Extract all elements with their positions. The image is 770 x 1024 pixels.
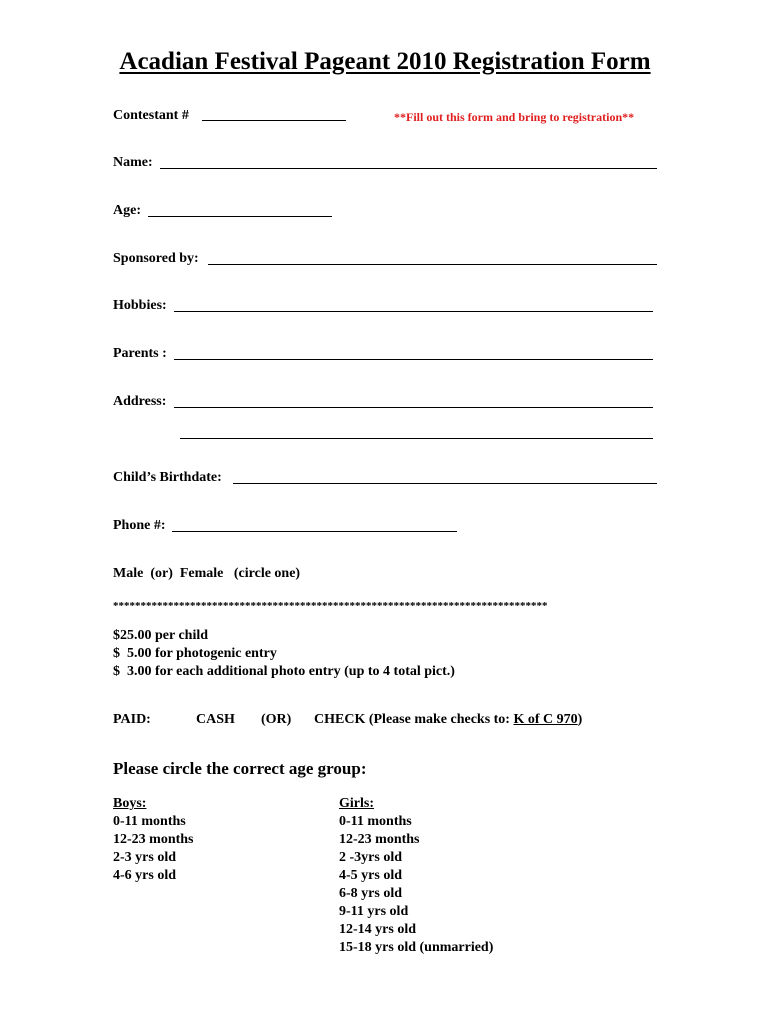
parents-field[interactable] bbox=[174, 359, 653, 360]
sponsored-by-field[interactable] bbox=[208, 264, 657, 265]
birthdate-label: Child’s Birthdate: bbox=[113, 470, 222, 485]
check-close: ) bbox=[577, 712, 583, 727]
payment-or-text: (OR) bbox=[261, 712, 292, 727]
paid-label: PAID: bbox=[113, 712, 151, 727]
age-field[interactable] bbox=[148, 216, 332, 217]
age-label: Age: bbox=[113, 203, 141, 218]
girls-age-option[interactable]: 4-5 yrs old bbox=[339, 868, 402, 883]
girls-age-option[interactable]: 0-11 months bbox=[339, 814, 412, 829]
parents-label: Parents : bbox=[113, 346, 167, 361]
fee-per-child: $25.00 per child bbox=[113, 628, 209, 643]
girls-age-option[interactable]: 15-18 yrs old (unmarried) bbox=[339, 940, 494, 955]
girls-heading: Girls: bbox=[339, 796, 374, 811]
address-label: Address: bbox=[113, 394, 167, 409]
contestant-number-field[interactable] bbox=[202, 120, 346, 121]
instruction-note: **Fill out this form and bring to registration** bbox=[394, 110, 635, 124]
age-group-heading: Please circle the correct age group: bbox=[113, 759, 367, 778]
girls-age-option[interactable]: 12-14 yrs old bbox=[339, 922, 416, 937]
fee-photogenic: $ 5.00 for photogenic entry bbox=[113, 646, 277, 661]
check-payee: K of C 970 bbox=[513, 712, 578, 727]
girls-age-option[interactable]: 2 -3yrs old bbox=[339, 850, 402, 865]
gender-selection[interactable]: Male (or) Female (circle one) bbox=[113, 566, 301, 581]
boys-heading: Boys: bbox=[113, 796, 147, 811]
girls-age-option[interactable]: 6-8 yrs old bbox=[339, 886, 402, 901]
boys-age-option[interactable]: 2-3 yrs old bbox=[113, 850, 176, 865]
boys-age-groups bbox=[113, 795, 194, 885]
form-title: Acadian Festival Pageant 2010 Registration Form bbox=[119, 48, 651, 75]
girls-age-option[interactable]: 12-23 months bbox=[339, 832, 420, 847]
girls-age-groups bbox=[339, 795, 493, 957]
address-field-line-2[interactable] bbox=[180, 438, 653, 439]
birthdate-field[interactable] bbox=[233, 483, 657, 484]
phone-field[interactable] bbox=[172, 531, 457, 532]
address-field-line-1[interactable] bbox=[174, 407, 653, 408]
contestant-number-label: Contestant # bbox=[113, 108, 189, 123]
name-field[interactable] bbox=[160, 168, 657, 169]
girls-age-option[interactable]: 9-11 yrs old bbox=[339, 904, 409, 919]
hobbies-label: Hobbies: bbox=[113, 298, 167, 313]
name-label: Name: bbox=[113, 155, 153, 170]
hobbies-field[interactable] bbox=[174, 311, 653, 312]
phone-label: Phone #: bbox=[113, 518, 166, 533]
separator-line: ******************************************************************************* bbox=[113, 600, 548, 612]
check-instructions: CHECK (Please make checks to: bbox=[314, 712, 514, 727]
sponsored-by-label: Sponsored by: bbox=[113, 251, 199, 266]
payment-cash-option[interactable]: CASH bbox=[196, 712, 235, 727]
boys-age-option[interactable]: 0-11 months bbox=[113, 814, 186, 829]
boys-age-option[interactable]: 12-23 months bbox=[113, 832, 194, 847]
payment-check-option[interactable] bbox=[314, 712, 582, 728]
fee-additional-photo: $ 3.00 for each additional photo entry (up to 4 total pict.) bbox=[113, 664, 455, 679]
boys-age-option[interactable]: 4-6 yrs old bbox=[113, 868, 176, 883]
